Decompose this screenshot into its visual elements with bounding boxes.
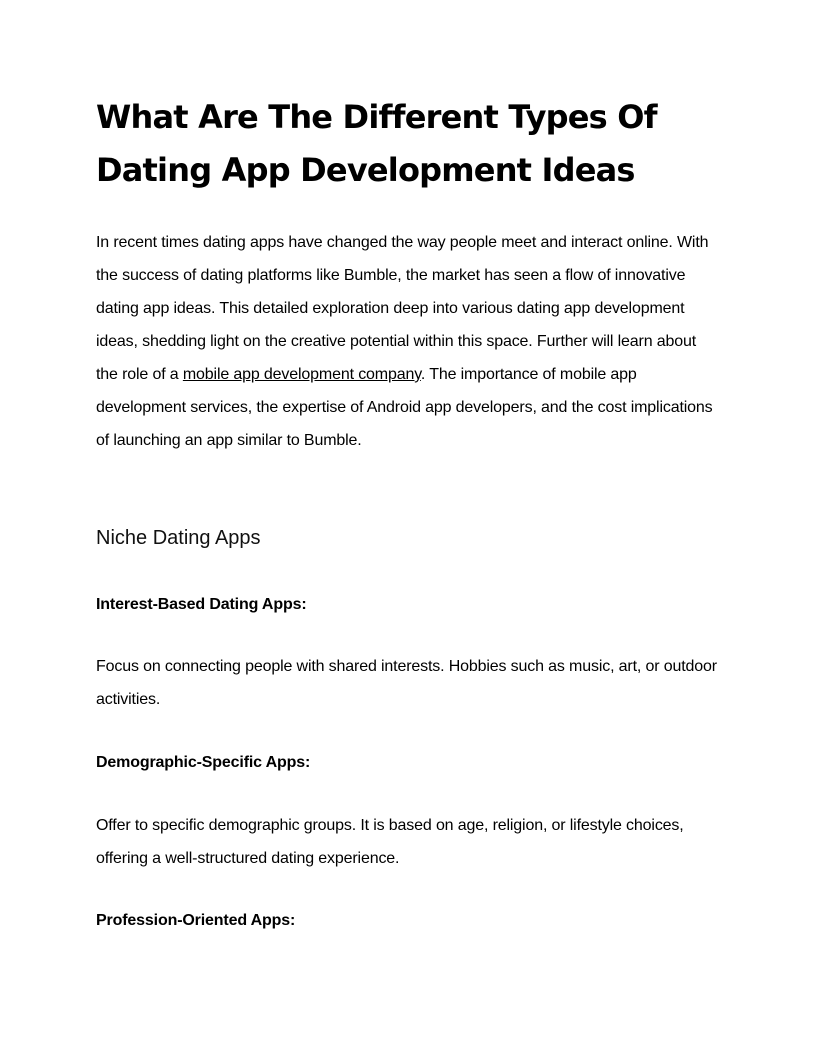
intro-text-before-link: In recent times dating apps have changed the way people meet and interact online. With the success of dating platforms like Bumble, the market has seen a flow of innovative dating app ideas. This detailed exploration deep into various dating app development ideas, shedding light on the creative potential within this space. Further will learn about the role of a [96,234,709,383]
page-title: What Are The Different Types Of Dating App Development Ideas [96,98,657,189]
subheading-interest-based: Interest-Based Dating Apps: [96,596,307,613]
mobile-app-development-company-link[interactable]: mobile app development company [182,366,421,383]
intro-paragraph [96,226,720,457]
subheading-demographic-specific: Demographic-Specific Apps: [96,754,311,771]
section-heading-niche-dating-apps: Niche Dating Apps [96,527,261,549]
subheading-profession-oriented: Profession-Oriented Apps: [96,912,296,929]
paragraph-demographic-specific: Offer to specific demographic groups. It is based on age, religion, or lifestyle choices, offering a well-structured dating experience. [96,817,684,867]
paragraph-interest-based: Focus on connecting people with shared interests. Hobbies such as music, art, or outdoor activities. [96,658,717,708]
intro-text-after-link: . The importance of mobile app development services, the expertise of Android app developers, and the cost implications of launching an app similar to Bumble. [96,366,713,449]
